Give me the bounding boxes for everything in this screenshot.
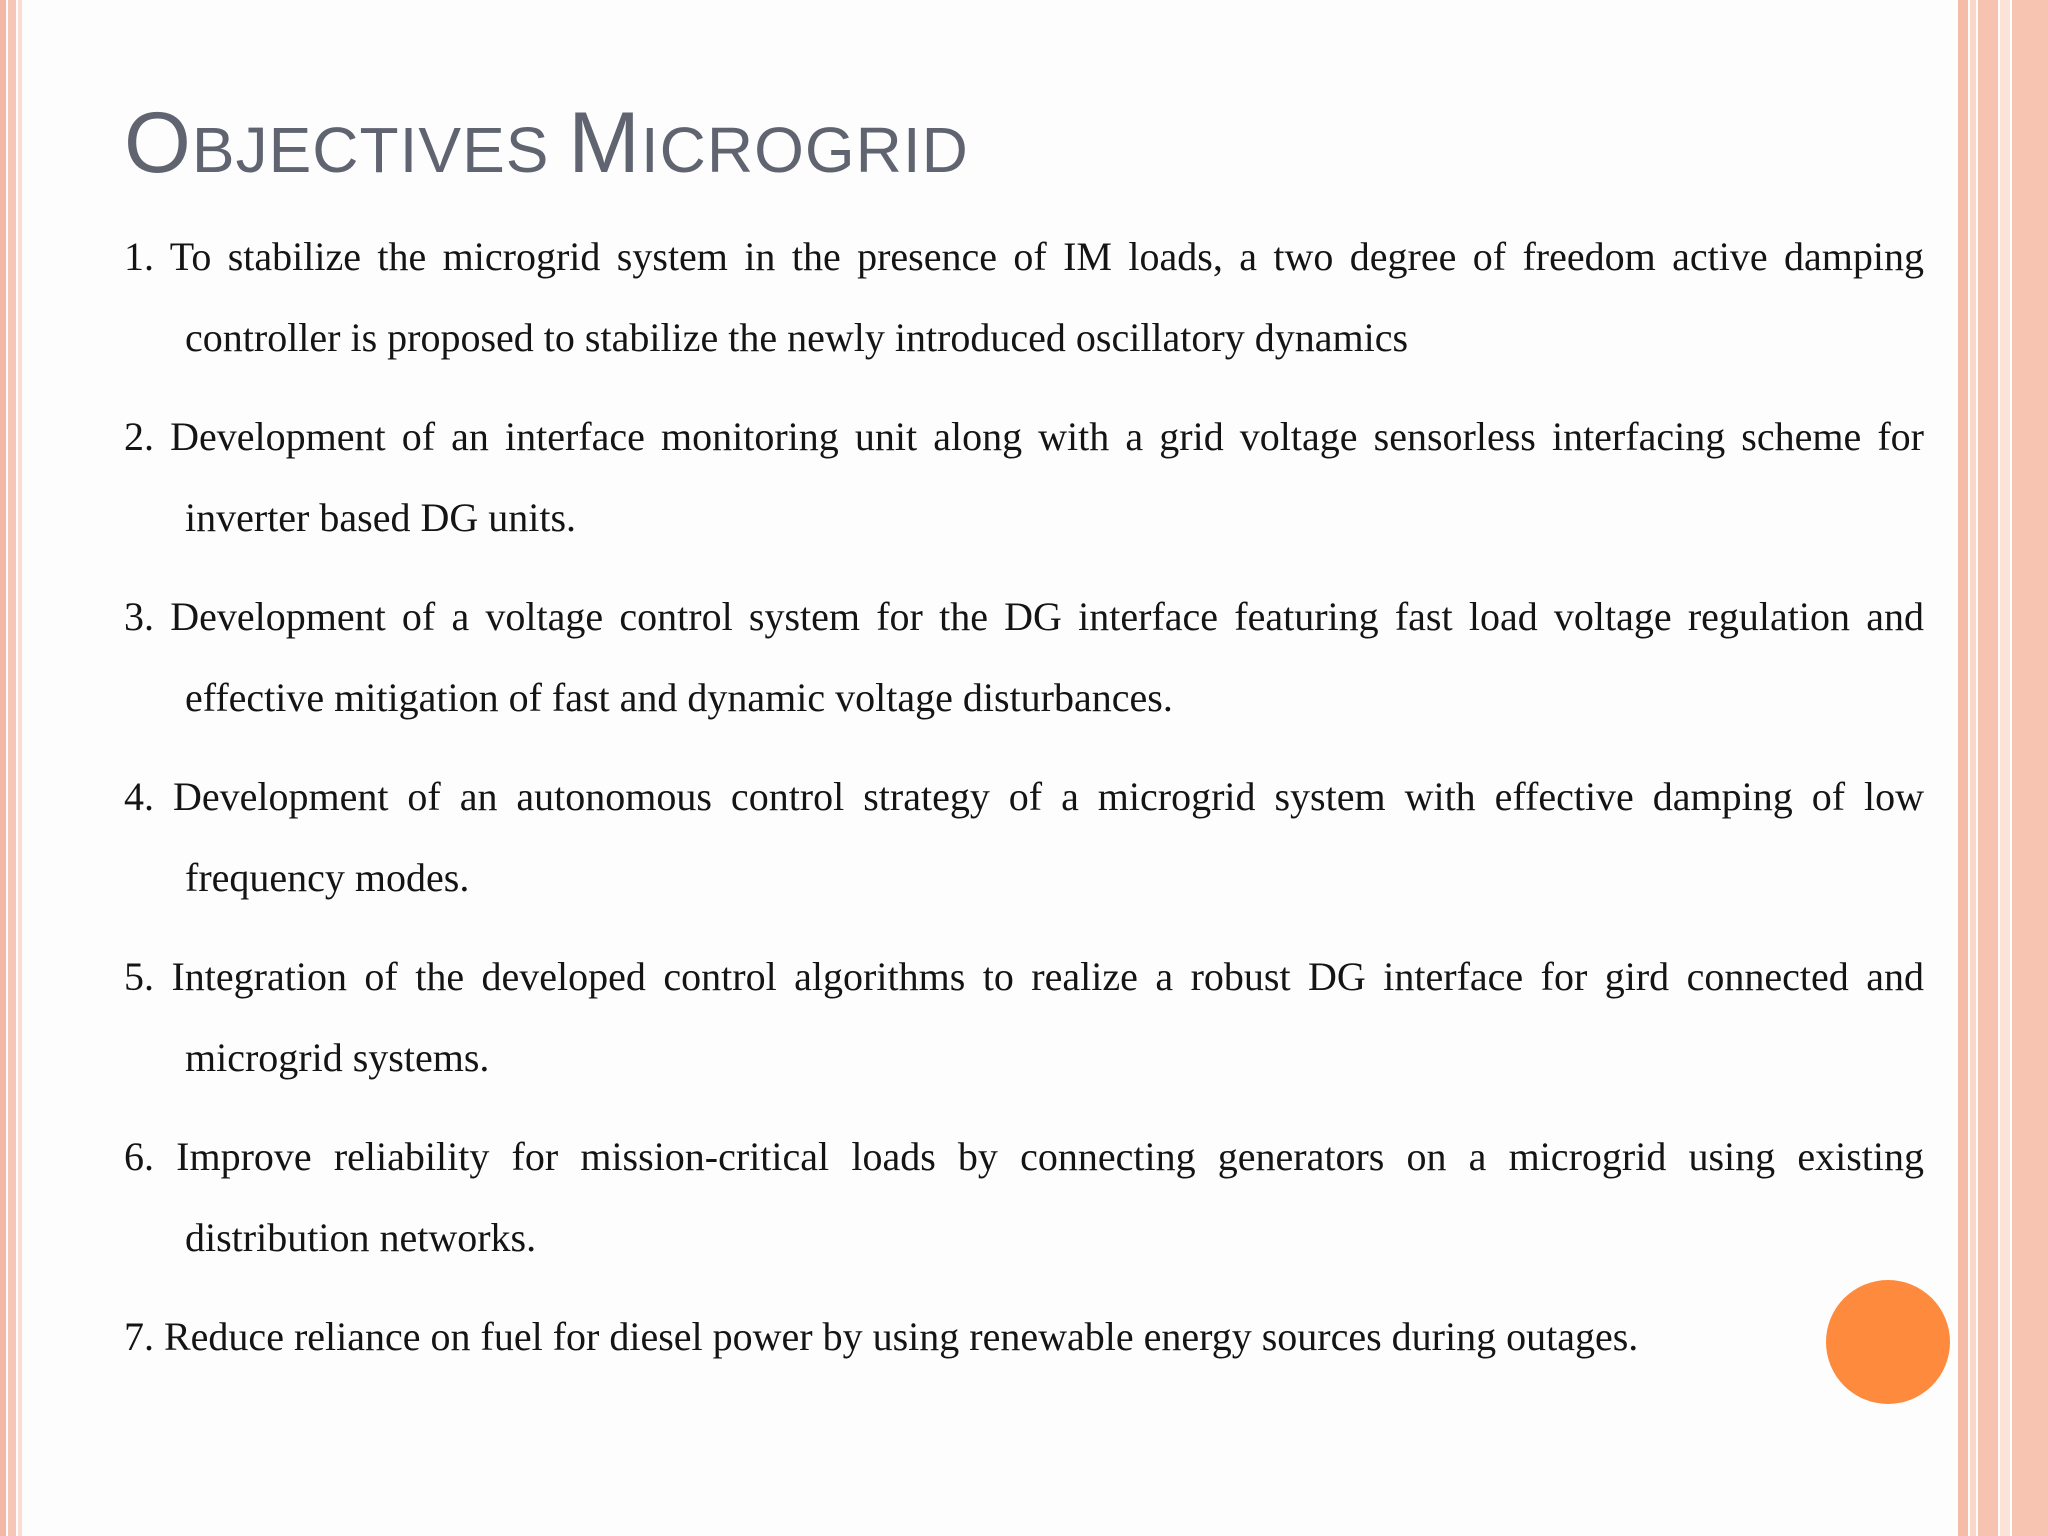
- item-text: Improve reliability for mission-critical loads by connecting generators on a microgrid using existing distribution networks.: [176, 1134, 1924, 1260]
- orange-accent-circle: [1826, 1280, 1950, 1404]
- title-initial: O: [124, 95, 192, 191]
- left-border-stripe: [18, 0, 22, 1536]
- right-border-stripe: [1970, 0, 1976, 1536]
- item-text: Development of an interface monitoring unit along with a grid voltage sensorless interfacing scheme for inverter based DG units.: [170, 414, 1924, 540]
- item-number: 2.: [124, 414, 154, 459]
- objective-item-7: [124, 1296, 1924, 1377]
- title-initial: M: [568, 95, 641, 191]
- objective-item-3: [124, 576, 1924, 738]
- objective-item-4: [124, 756, 1924, 918]
- item-text: Development of an autonomous control strategy of a microgrid system with effective damping of low frequency modes.: [172, 774, 1925, 900]
- item-text: Reduce reliance on fuel for diesel power by using renewable energy sources during outages.: [164, 1314, 1639, 1359]
- slide-title: [124, 92, 969, 195]
- objective-item-6: [124, 1116, 1924, 1278]
- item-number: 6.: [124, 1134, 154, 1179]
- item-text: Development of a voltage control system for the DG interface featuring fast load voltage regulation and effective mitigation of fast and dynamic voltage disturbances.: [170, 594, 1924, 720]
- left-border-stripe: [0, 0, 6, 1536]
- item-number: 7.: [124, 1314, 154, 1359]
- right-border-stripe: [1958, 0, 1968, 1536]
- right-border-stripe: [2012, 0, 2048, 1536]
- title-part: BJECTIVES: [191, 114, 569, 186]
- objectives-list: [124, 216, 1924, 1395]
- left-border-stripe: [8, 0, 16, 1536]
- title-part: ICROGRID: [640, 114, 969, 186]
- objective-item-2: [124, 396, 1924, 558]
- right-border-stripe: [2000, 0, 2010, 1536]
- item-number: 3.: [124, 594, 154, 639]
- item-text: To stabilize the microgrid system in the presence of IM loads, a two degree of freedom active damping controller is proposed to stabilize the newly introduced oscillatory dynamics: [169, 234, 1925, 360]
- right-border-stripe: [1978, 0, 1998, 1536]
- objective-item-1: [124, 216, 1924, 378]
- item-text: Integration of the developed control algorithms to realize a robust DG interface for gird connected and microgrid systems.: [171, 954, 1924, 1080]
- item-number: 4.: [124, 774, 154, 819]
- item-number: 1.: [124, 234, 154, 279]
- objective-item-5: [124, 936, 1924, 1098]
- item-number: 5.: [124, 954, 154, 999]
